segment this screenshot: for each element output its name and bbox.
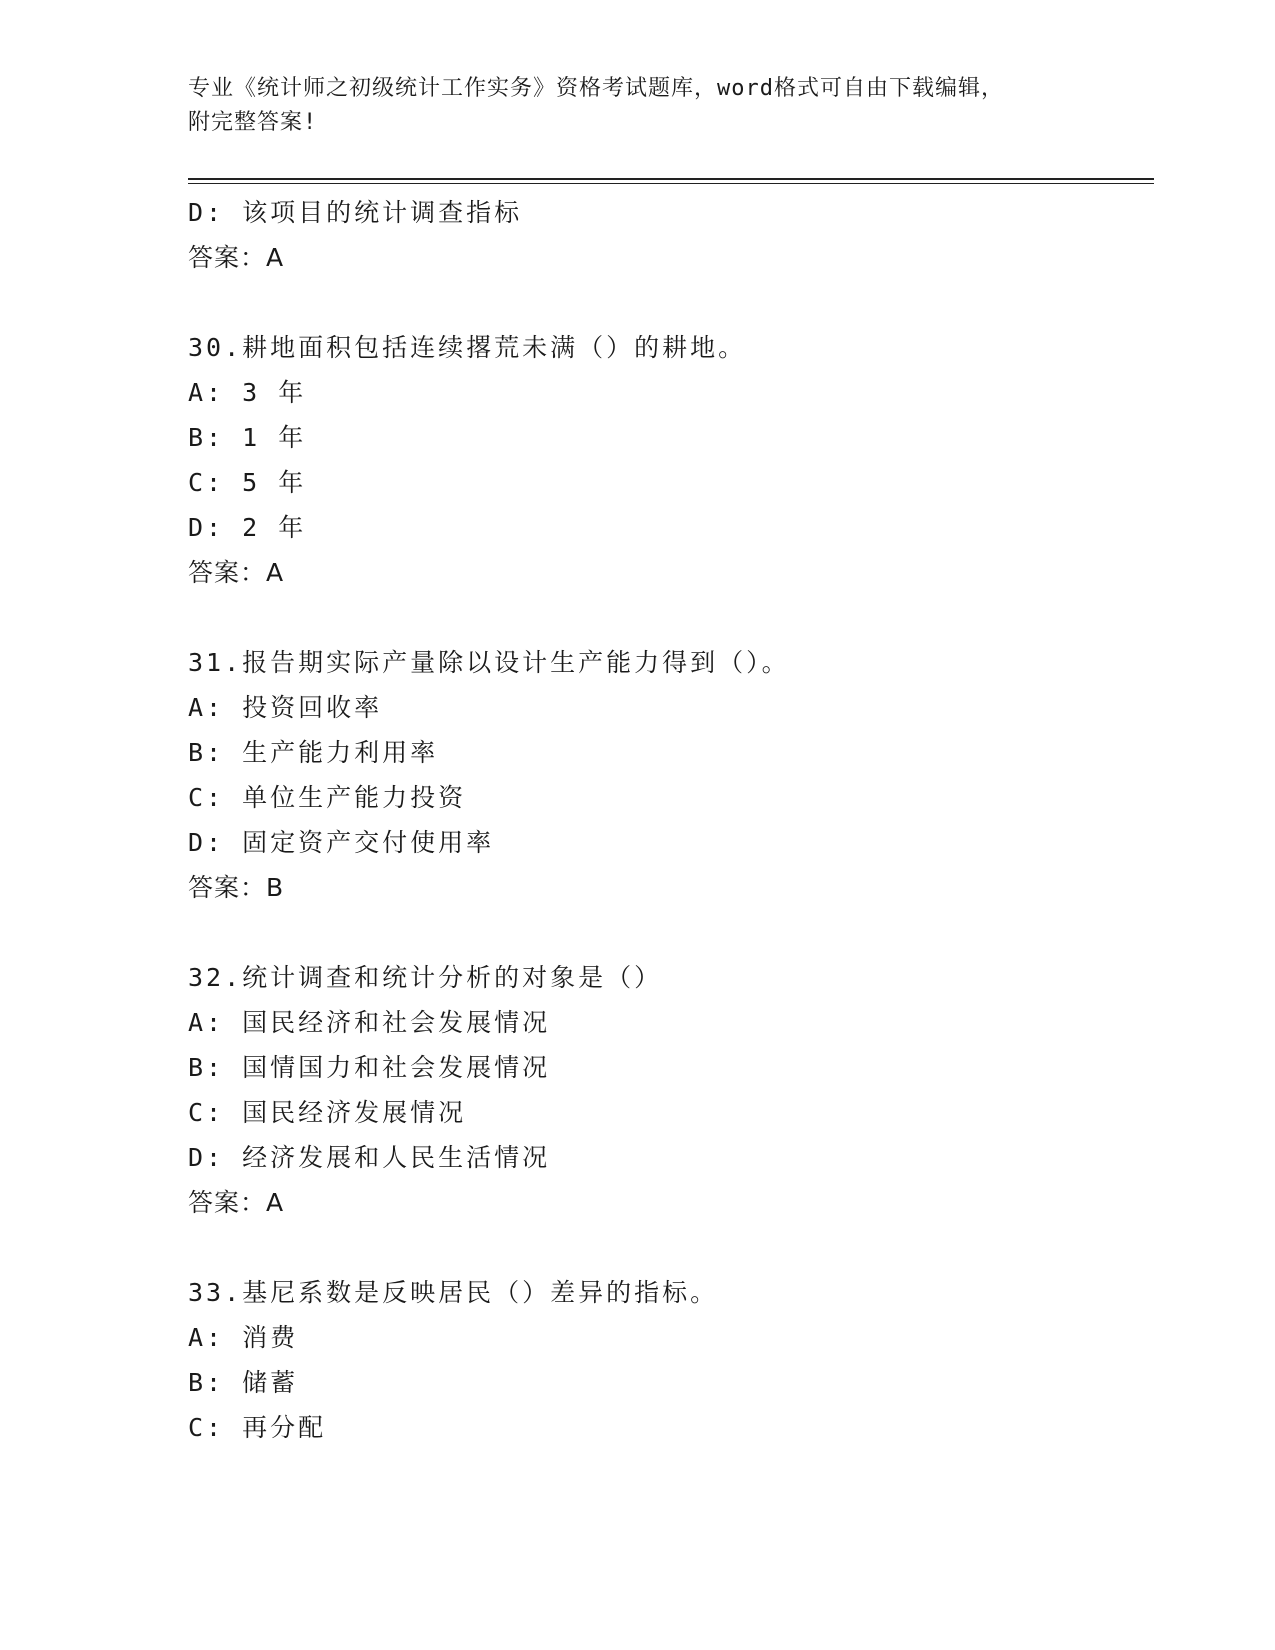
question-stem: 30.耕地面积包括连续撂荒未满（）的耕地。 bbox=[188, 333, 747, 362]
option-line: B: 国情国力和社会发展情况 bbox=[188, 1053, 551, 1082]
spacer bbox=[188, 595, 1154, 640]
option-line: C: 单位生产能力投资 bbox=[188, 783, 467, 812]
answer-line: 答案：A bbox=[188, 243, 285, 272]
option-line: A: 消费 bbox=[188, 1323, 299, 1352]
spacer bbox=[188, 280, 1154, 325]
question-block bbox=[188, 640, 1154, 910]
answer-line: 答案：A bbox=[188, 558, 285, 587]
option-line: C: 国民经济发展情况 bbox=[188, 1098, 467, 1127]
option-line: A: 国民经济和社会发展情况 bbox=[188, 1008, 551, 1037]
question-block bbox=[188, 1270, 1154, 1450]
header-line-1: 专业《统计师之初级统计工作实务》资格考试题库，word格式可自由下载编辑， bbox=[188, 76, 1004, 101]
option-line: B: 1 年 bbox=[188, 423, 307, 452]
option-line: A: 投资回收率 bbox=[188, 693, 383, 722]
header-divider bbox=[188, 178, 1154, 180]
answer-line: 答案：A bbox=[188, 1188, 285, 1217]
question-list bbox=[188, 190, 1154, 1450]
option-line: D: 2 年 bbox=[188, 513, 307, 542]
option-line: C: 再分配 bbox=[188, 1413, 327, 1442]
question-block bbox=[188, 325, 1154, 595]
header-divider-thin bbox=[188, 183, 1154, 184]
option-line: D: 该项目的统计调查指标 bbox=[188, 198, 523, 227]
question-block bbox=[188, 955, 1154, 1225]
spacer bbox=[188, 910, 1154, 955]
option-line: B: 储蓄 bbox=[188, 1368, 299, 1397]
question-stem: 32.统计调查和统计分析的对象是（） bbox=[188, 963, 663, 992]
spacer bbox=[188, 1225, 1154, 1270]
header-line-2: 附完整答案! bbox=[188, 110, 318, 135]
option-line: B: 生产能力利用率 bbox=[188, 738, 439, 767]
answer-line: 答案：B bbox=[188, 873, 285, 902]
option-line: A: 3 年 bbox=[188, 378, 307, 407]
option-line: D: 经济发展和人民生活情况 bbox=[188, 1143, 551, 1172]
option-line: C: 5 年 bbox=[188, 468, 307, 497]
option-line: D: 固定资产交付使用率 bbox=[188, 828, 495, 857]
question-stem: 31.报告期实际产量除以设计生产能力得到（）。 bbox=[188, 648, 790, 677]
question-stem: 33.基尼系数是反映居民（）差异的指标。 bbox=[188, 1278, 719, 1307]
document-header bbox=[188, 72, 1088, 140]
